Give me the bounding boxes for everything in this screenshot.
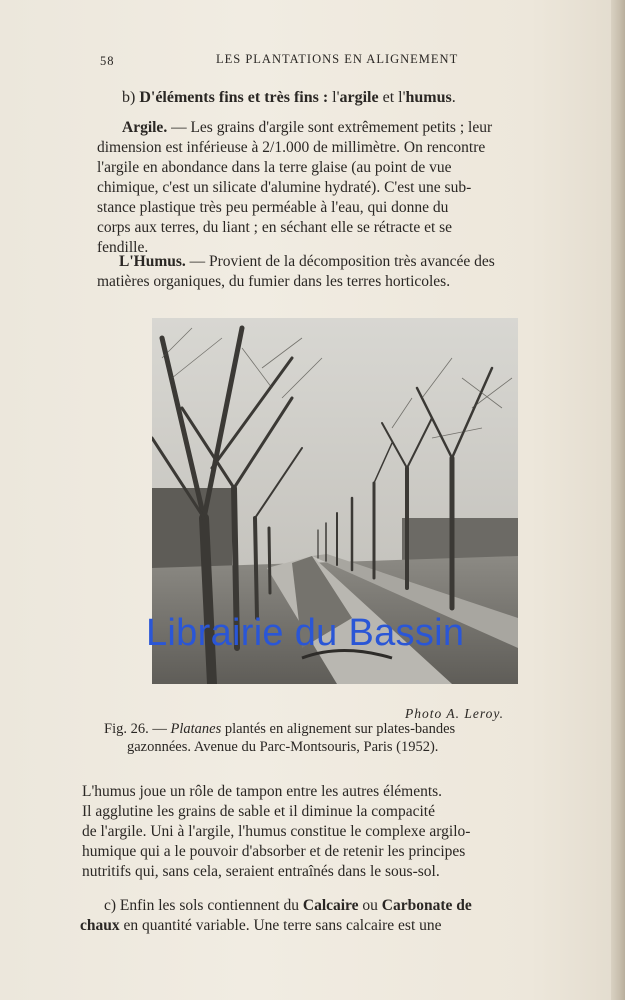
figure-caption-line-2: gazonnées. Avenue du Parc-Montsouris, Paris (1952). — [127, 739, 439, 755]
page-number: 58 — [100, 54, 115, 68]
argile-line-6: corps aux terres, du liant ; en séchant elle se rétracte et se — [97, 219, 453, 236]
argile-line-7: fendille. — [97, 239, 149, 256]
humus-line-2: matières organiques, du fumier dans les terres horticoles. — [97, 273, 451, 290]
argile-line-4: chimique, c'est un silicate d'alumine hydraté). C'est une sub- — [97, 179, 472, 196]
humus-term: L'Humus. — [119, 253, 186, 270]
argile-line-2: dimension est inférieuse à 2/1.000 de millimètre. On rencontre — [97, 139, 486, 156]
humus-role-line-2: Il agglutine les grains de sable et il diminue la compacité — [82, 803, 435, 820]
argile-line-5: stance plastique très peu perméable à l'eau, qui donne du — [97, 199, 449, 216]
argile-line-3: l'argile en abondance dans la terre glaise (au point de vue — [97, 159, 452, 176]
figure-caption-line-1: Fig. 26. — Platanes plantés en alignement sur plates-bandes — [104, 721, 456, 737]
humus-role-line-1: L'humus joue un rôle de tampon entre les autres éléments. — [82, 783, 443, 800]
argile-line-1: Argile. — Les grains d'argile sont extrêmement petits ; leur — [122, 119, 493, 136]
humus-role-line-4: humique qui a le pouvoir d'absorber et de retenir les principes — [82, 843, 466, 860]
photo-credit: Photo A. Leroy. — [405, 706, 504, 721]
page-header — [96, 52, 576, 72]
page-edge-shadow — [611, 0, 625, 1000]
running-title: LES PLANTATIONS EN ALIGNEMENT — [216, 52, 459, 66]
humus-role-line-3: de l'argile. Uni à l'argile, l'humus constitue le complexe argilo- — [82, 823, 471, 840]
section-c-line-2: chaux en quantité variable. Une terre sans calcaire est une — [80, 917, 442, 934]
bookseller-watermark: Librairie du Bassin — [146, 612, 465, 654]
humus-role-line-5: nutritifs qui, sans cela, seraient entraînés dans le sous-sol. — [82, 863, 440, 880]
humus-line-1: L'Humus. — Provient de la décomposition très avancée des — [119, 253, 495, 270]
section-b-heading: b) D'éléments fins et très fins : l'argile et l'humus. — [122, 89, 456, 106]
section-c-line-1: c) Enfin les sols contiennent du Calcaire ou Carbonate de — [104, 897, 472, 914]
argile-term: Argile. — [122, 119, 168, 136]
